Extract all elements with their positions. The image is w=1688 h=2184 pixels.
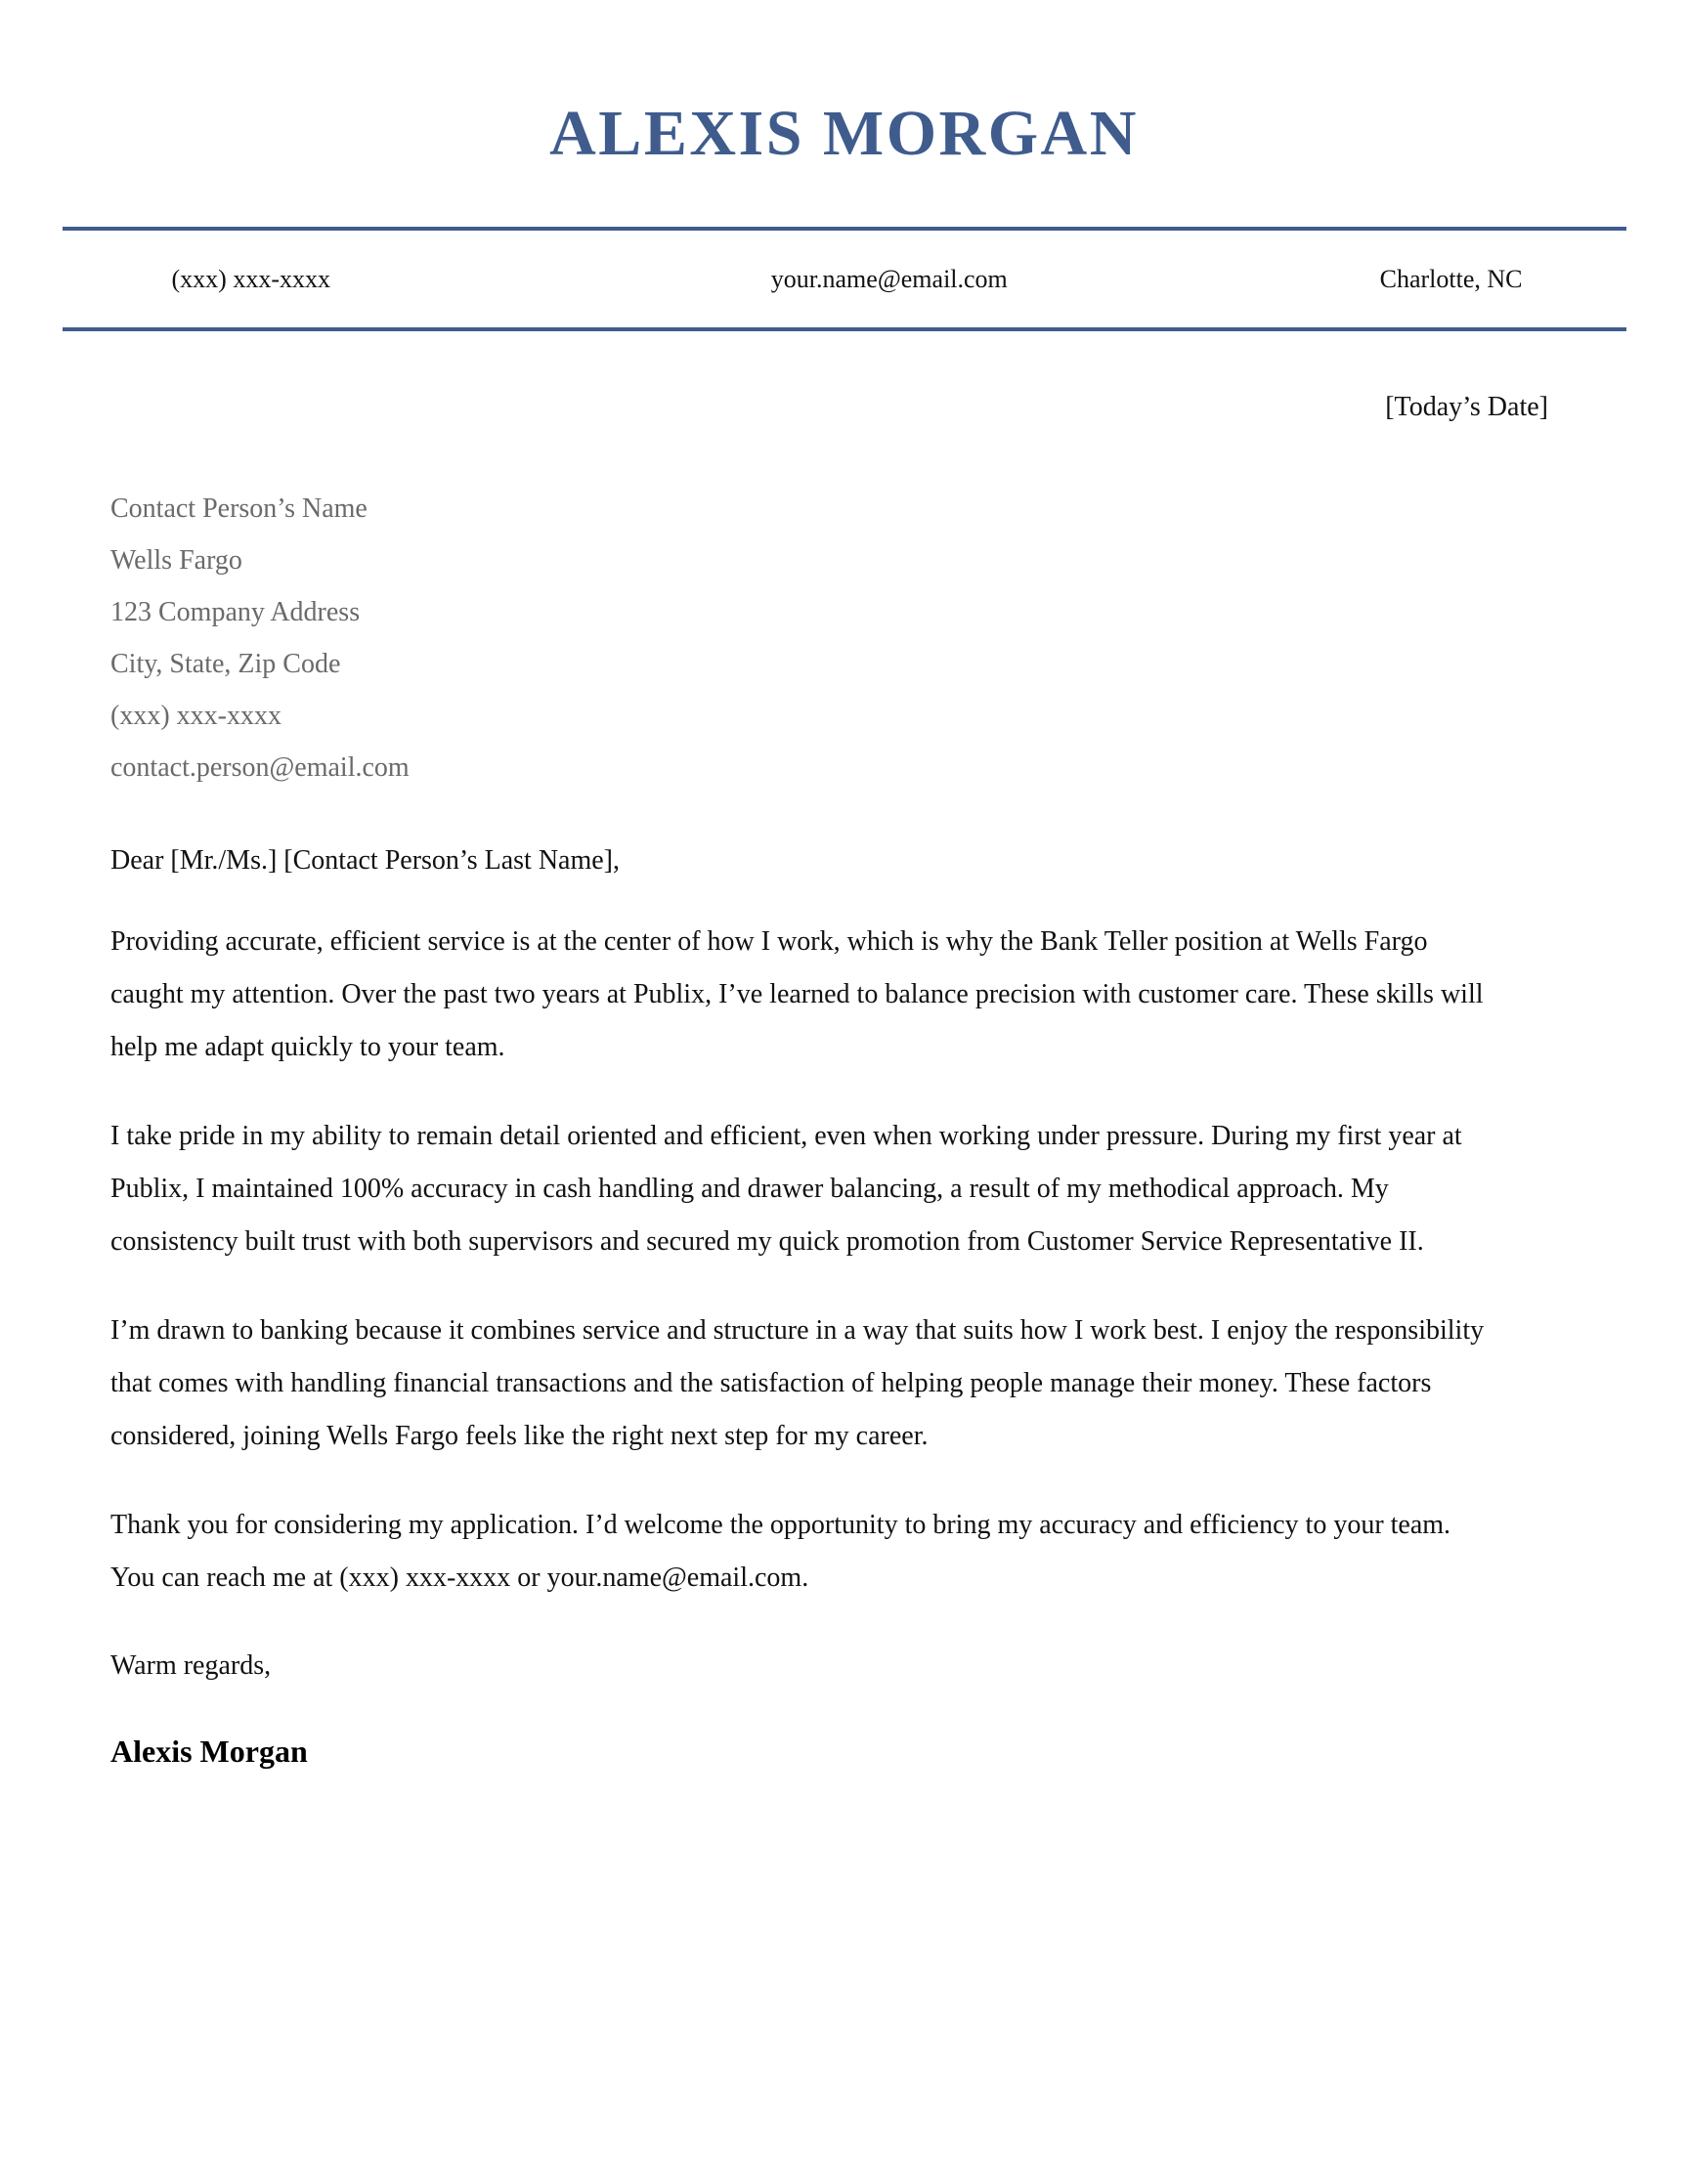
salutation: Dear [Mr./Ms.] [Contact Person’s Last Name], bbox=[110, 845, 620, 876]
contact-email: your.name@email.com bbox=[770, 264, 1008, 293]
letter-date: [Today’s Date] bbox=[1385, 392, 1548, 422]
recipient-line: (xxx) xxx-xxxx bbox=[110, 701, 281, 731]
contact-row bbox=[63, 231, 1626, 327]
contact-location: Charlotte, NC bbox=[1379, 264, 1523, 293]
recipient-address-block bbox=[110, 483, 1568, 793]
letterhead bbox=[0, 0, 1688, 331]
body-paragraph: I take pride in my ability to remain detail oriented and efficient, even when working under pressure. During my first year at Publix, I maintained 100% accuracy in cash handling and drawer balancing, a result of my methodical approach. My consistency built trust with both supervisors and secured my quick promotion from Customer Service Representative II. bbox=[110, 1120, 1462, 1257]
recipient-line: Contact Person’s Name bbox=[110, 493, 368, 524]
recipient-line: Wells Fargo bbox=[110, 545, 242, 576]
body-paragraph: Providing accurate, efficient service is at the center of how I work, which is why the Bank Teller position at Wells Fargo caught my attention. Over the past two years at Publix, I’ve learned to balance precision with customer care. These skills will help me adapt quickly to your team. bbox=[110, 925, 1484, 1062]
contact-phone: (xxx) xxx-xxxx bbox=[171, 264, 330, 293]
recipient-line: 123 Company Address bbox=[110, 597, 361, 627]
recipient-line: City, State, Zip Code bbox=[110, 649, 341, 679]
page-title: ALEXIS MORGAN bbox=[549, 98, 1139, 169]
signature-name: Alexis Morgan bbox=[110, 1733, 308, 1769]
valediction: Warm regards, bbox=[110, 1649, 272, 1681]
recipient-line: contact.person@email.com bbox=[110, 752, 410, 783]
body-paragraph: I’m drawn to banking because it combines service and structure in a way that suits how I work best. I enjoy the responsibility that comes with handling financial transactions and the satisfaction of helping people manage their money. These factors considered, joining Wells Fargo feels like the right next step for my career. bbox=[110, 1314, 1485, 1451]
header-divider-bottom bbox=[63, 327, 1626, 331]
letter-body bbox=[0, 392, 1688, 1772]
body-paragraph: Thank you for considering my application. I’d welcome the opportunity to bring my accuracy and efficiency to your team. You can reach me at (xxx) xxx-xxxx or your.name@email.com. bbox=[110, 1509, 1451, 1593]
